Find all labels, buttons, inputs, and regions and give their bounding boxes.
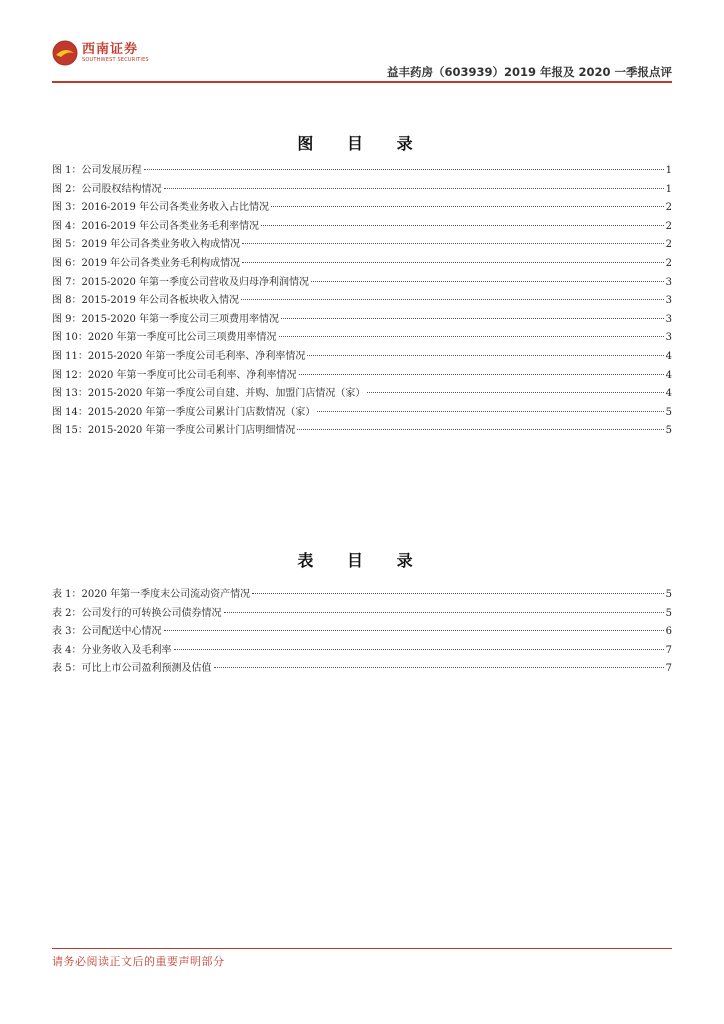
toc-leader-dots [297,429,663,430]
toc-entry-page: 2 [665,257,672,269]
toc-entry-label: 图 7：2015-2020 年第一季度公司营收及归母净利润情况 [52,276,309,288]
toc-entry-label: 图 4：2016-2019 年公司各类业务毛利率情况 [52,220,259,232]
toc-entry-page: 3 [665,295,672,307]
toc-entry-label: 表 4：分业务收入及毛利率 [52,644,172,656]
tables-toc [52,585,672,678]
toc-leader-dots [261,225,664,226]
logo-mark-icon [52,40,78,66]
logo-name-cn: 西南证券 [82,42,139,57]
toc-entry-label: 表 2：公司发行的可转换公司债券情况 [52,607,222,619]
toc-entry-label: 图 1：公司发展历程 [52,165,142,176]
toc-entry-label: 表 1：2020 年第一季度末公司流动资产情况 [52,589,251,600]
toc-leader-dots [317,411,663,412]
toc-entry-page: 5 [665,589,672,600]
toc-entry[interactable] [52,254,672,273]
toc-entry[interactable] [52,604,672,623]
toc-entry[interactable] [52,622,672,641]
toc-entry-page: 3 [665,276,672,288]
toc-entry-label: 表 3：公司配送中心情况 [52,626,162,638]
toc-entry-page: 3 [665,313,672,325]
toc-entry-label: 图 10：2020 年第一季度可比公司三项费用率情况 [52,332,277,344]
toc-entry-page: 7 [665,644,672,656]
toc-entry[interactable] [52,273,672,292]
toc-leader-dots [164,630,664,631]
toc-entry[interactable] [52,366,672,385]
toc-leader-dots [367,392,663,393]
toc-leader-dots [242,262,663,263]
toc-entry-label: 图 13：2015-2020 年第一季度公司自建、并购、加盟门店情况（家） [52,388,366,400]
toc-entry[interactable] [52,384,672,403]
toc-entry-page: 5 [665,425,672,437]
header-divider [52,81,672,83]
company-logo [52,40,149,66]
toc-entry-label: 图 5：2019 年公司各类业务收入构成情况 [52,239,241,251]
toc-entry-page: 2 [665,202,672,214]
toc-entry-page: 1 [665,165,672,176]
toc-entry-label: 图 12：2020 年第一季度可比公司毛利率、净利率情况 [52,369,297,381]
toc-leader-dots [271,206,664,207]
toc-entry[interactable] [52,161,672,180]
toc-entry[interactable] [52,291,672,310]
toc-entry[interactable] [52,235,672,254]
page-header [52,40,672,82]
toc-entry-page: 4 [665,388,672,400]
toc-entry-label: 图 6：2019 年公司各类业务毛利构成情况 [52,257,241,269]
toc-leader-dots [164,188,664,189]
footer-disclaimer: 请务必阅读正文后的重要声明部分 [52,955,225,968]
figures-toc-title: 图 目 录 [297,134,427,153]
toc-entry-page: 5 [665,607,672,619]
figures-toc [52,161,672,440]
toc-entry[interactable] [52,217,672,236]
toc-leader-dots [174,649,664,650]
toc-leader-dots [242,243,663,244]
toc-leader-dots [252,593,663,594]
toc-entry-page: 7 [665,663,672,675]
toc-entry-label: 图 2：公司股权结构情况 [52,183,162,195]
report-title: 益丰药房（603939）2019 年报及 2020 一季报点评 [386,65,672,79]
toc-leader-dots [144,169,664,170]
tables-toc-title: 表 目 录 [297,551,427,570]
toc-entry-page: 2 [665,220,672,232]
toc-entry[interactable] [52,585,672,604]
toc-entry-label: 图 9：2015-2020 年第一季度公司三项费用率情况 [52,313,279,325]
toc-leader-dots [241,299,664,300]
logo-name-en: SOUTHWEST SECURITIES [82,57,149,63]
toc-entry-label: 图 8：2015-2019 年公司各板块收入情况 [52,295,239,307]
toc-entry[interactable] [52,198,672,217]
toc-entry[interactable] [52,310,672,329]
toc-entry-page: 6 [665,626,672,638]
toc-entry-page: 2 [665,239,672,251]
toc-entry-page: 3 [665,332,672,344]
toc-entry[interactable] [52,421,672,440]
toc-leader-dots [279,336,664,337]
toc-leader-dots [299,374,664,375]
toc-entry-label: 图 11：2015-2020 年第一季度公司毛利率、净利率情况 [52,350,306,362]
toc-leader-dots [311,281,664,282]
toc-entry-label: 图 15：2015-2020 年第一季度公司累计门店明细情况 [52,425,296,437]
toc-entry[interactable] [52,641,672,660]
toc-leader-dots [307,355,663,356]
toc-entry[interactable] [52,659,672,678]
toc-leader-dots [281,318,664,319]
toc-entry[interactable] [52,403,672,422]
toc-entry-page: 5 [665,406,672,418]
toc-entry[interactable] [52,180,672,199]
toc-entry-label: 图 14：2015-2020 年第一季度公司累计门店数情况（家） [52,406,316,418]
toc-entry-page: 4 [665,369,672,381]
toc-entry[interactable] [52,328,672,347]
footer-divider [52,948,672,949]
toc-leader-dots [214,667,664,668]
toc-entry-label: 图 3：2016-2019 年公司各类业务收入占比情况 [52,202,269,214]
toc-entry-page: 4 [665,350,672,362]
toc-entry-label: 表 5：可比上市公司盈利预测及估值 [52,663,212,675]
toc-entry-page: 1 [665,183,672,195]
toc-leader-dots [224,612,664,613]
toc-entry[interactable] [52,347,672,366]
